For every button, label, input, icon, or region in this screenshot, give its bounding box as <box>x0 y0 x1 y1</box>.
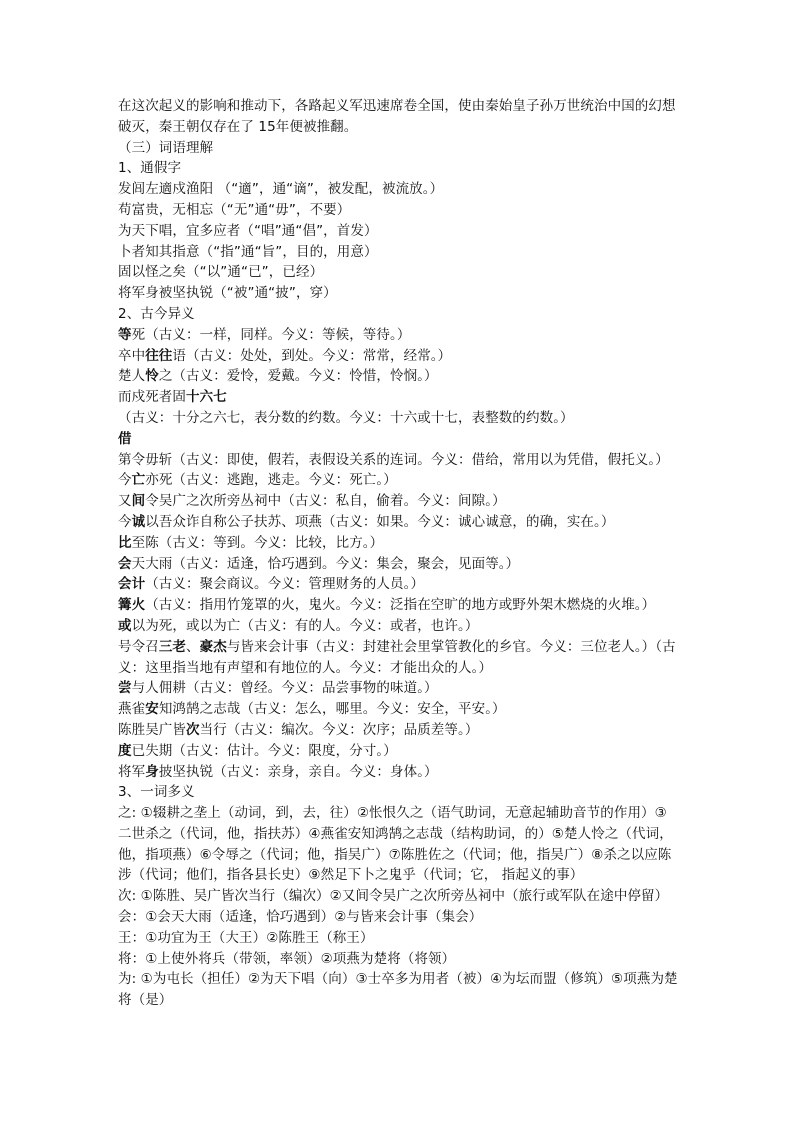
keyword: 尝 <box>118 680 132 697</box>
item-pre: 燕雀 <box>118 701 146 718</box>
list-item <box>118 720 680 741</box>
item-post: 与人佣耕（古义：曾经。今义：品尝事物的味道。） <box>131 680 438 697</box>
keyword: 亡 <box>131 472 146 489</box>
list-item: 卜者知其指意（“指”通“旨”，目的，用意） <box>118 243 378 260</box>
item-pre: 陈胜吴广皆 <box>118 721 186 738</box>
item-pre: 今 <box>118 472 132 489</box>
keyword: 间 <box>131 493 146 510</box>
item-post: （古义：指用竹笼罩的火，鬼火。今义：泛指在空旷的地方或野外架木燃烧的火堆。） <box>145 597 656 614</box>
list-item <box>118 678 680 699</box>
list-item: 次: ①陈胜、吴广皆次当行（编次）②又间令吴广之次所旁丛祠中（旅行或军队在途中停留） <box>118 888 669 905</box>
item-post: 死（古义：一样，同样。今义：等候，等待。） <box>131 326 411 343</box>
item-pre: 楚人 <box>118 368 146 385</box>
list-item <box>118 429 680 471</box>
gujin-list <box>118 325 680 783</box>
item-pre: 卒中 <box>118 347 146 364</box>
keyword: 十六七 <box>186 389 227 406</box>
item-post: （古义：聚会商议。今义：管理财务的人员。） <box>145 576 425 593</box>
list-item: 将：①上使外将兵（带领，率领）②项燕为楚将（将领） <box>118 950 456 967</box>
keyword: 豪杰 <box>199 638 227 655</box>
item-post: 天大雨（古义：适逢，恰巧遇到。今义：集会，聚会，见面等。） <box>131 555 520 572</box>
duoyi-title: 3、一词多义 <box>118 784 195 801</box>
keyword: 怜 <box>145 368 159 385</box>
keyword: 诚 <box>131 513 146 530</box>
keyword: 身 <box>145 763 159 780</box>
item-pre: 而戍死者固 <box>118 389 186 406</box>
list-item <box>118 762 680 783</box>
item-post: 披坚执锐（古义：亲身，亲自。今义：身体。） <box>158 763 438 780</box>
list-item <box>118 512 680 533</box>
item-post: （古义：十分之六七，表分数的约数。今义：十六或十七，表整数的约数。） <box>118 409 574 426</box>
list-item <box>118 387 680 429</box>
item-post: 令吴广之次所旁丛祠中（古义：私自，偷着。今义：间隙。） <box>145 493 506 510</box>
list-item <box>118 470 680 491</box>
item-post: 至陈（古义：等到。今义：比较，比方。） <box>131 534 384 551</box>
list-item <box>118 533 680 554</box>
list-item: 将军身被坚执锐（“被”通“披”，穿） <box>118 285 337 302</box>
item-post: 语（古义：处处，到处。今义：常常，经常。） <box>172 347 452 364</box>
list-item: 王：①功宜为王（大王）②陈胜王（称王） <box>118 929 374 946</box>
list-item: 为: ①为屯长（担任）②为天下唱（向）③士卒多为用者（被）④为坛而盟（修筑）⑤项燕为楚将（是） <box>118 971 678 1009</box>
item-post: 当行（古义：编次。今义：次序；品质差等。） <box>199 721 479 738</box>
list-item: 为天下唱，宜多应者（“唱”通“倡”，首发） <box>118 222 378 239</box>
item-post: 以吾众诈自称公子扶苏、项燕（古义：如果。今义：诚心诚意，的确，实在。） <box>145 513 615 530</box>
list-item <box>118 741 680 762</box>
list-item <box>118 574 680 595</box>
keyword: 会 <box>118 555 132 572</box>
keyword: 比 <box>118 534 132 551</box>
item-post: 第令毋斩（古义：即使，假若，表假设关系的连词。今义：借给，常用以为凭借，假托义。） <box>118 451 669 468</box>
item-pre: 今 <box>118 513 132 530</box>
keyword: 借 <box>118 430 132 447</box>
list-item <box>118 637 680 679</box>
item-post: 之（古义：爱怜，爱戴。今义：怜惜，怜悯。） <box>158 368 438 385</box>
keyword: 或 <box>118 617 132 634</box>
list-item <box>118 595 680 616</box>
item-pre: 号令召 <box>118 638 159 655</box>
item-post: 以为死，或以为亡（古义：有的人。今义：或者，也许。） <box>131 617 479 634</box>
item-mid: 、 <box>186 638 200 655</box>
tongjia-list <box>118 179 680 304</box>
item-post: 与皆来会计事（古义：封建社会里掌管教化的乡官。今义：三位老人。）（古义：这里指当地有声望和有地位的人。今义：才能出众的人。） <box>118 638 676 676</box>
keyword: 度 <box>118 742 132 759</box>
list-item: 会：①会天大雨（适逢，恰巧遇到）②与皆来会计事（集会） <box>118 909 483 926</box>
keyword: 次 <box>186 721 200 738</box>
gujin-title: 2、古今异义 <box>118 305 195 322</box>
keyword: 等 <box>118 326 132 343</box>
list-item: 之: ①辍耕之垄上（动词，到，去，往）②怅恨久之（语气助词，无意起辅助音节的作用）③二世杀之（代词，他，指扶苏）④燕雀安知鸿鹄之志哉（结构助词，的）⑤楚人怜之（代词，他，指项燕）⑥令辱之（代词；他，指吴广）⑦陈胜佐之（代词；他，指吴广）⑧杀之以应陈涉（代词；他们，指各县长史）⑨然足下卜之鬼乎（代词；它， 指起义的事） <box>118 805 673 884</box>
list-item: 发闾左適戍渔阳 （“適”，通“谪”，被发配，被流放。） <box>118 181 444 198</box>
list-item <box>118 699 680 720</box>
keyword: 篝火 <box>118 597 146 614</box>
keyword: 往往 <box>145 347 173 364</box>
list-item <box>118 346 680 367</box>
list-item <box>118 325 680 346</box>
list-item: 苟富贵，无相忘（“无”通“毋”，不要） <box>118 201 351 218</box>
item-pre: 又 <box>118 493 132 510</box>
item-post: 知鸿鹄之志哉（古义：怎么，哪里。今义：安全，平安。） <box>158 701 506 718</box>
item-post: 亦死（古义：逃跑，逃走。今义：死亡。） <box>145 472 397 489</box>
keyword: 会计 <box>118 576 146 593</box>
item-pre: 将军 <box>118 763 146 780</box>
section-title: （三）词语理解 <box>118 139 214 156</box>
list-item: 固以怪之矣（“以”通“已”，已经） <box>118 264 324 281</box>
keyword: 安 <box>145 701 159 718</box>
keyword: 三老 <box>158 638 187 655</box>
list-item <box>118 366 680 387</box>
list-item <box>118 491 680 512</box>
item-post: 已失期（古义：估计。今义：限度，分寸。） <box>131 742 397 759</box>
list-item <box>118 554 680 575</box>
list-item <box>118 616 680 637</box>
duoyi-list <box>118 803 680 1011</box>
intro-paragraph: 在这次起义的影响和推动下，各路起义军迅速席卷全国，使由秦始皇子孙万世统治中国的幻想破灭，秦王朝仅存在了 15年便被推翻。 <box>118 98 676 135</box>
tongjia-title: 1、通假字 <box>118 160 182 177</box>
document-page <box>118 96 680 1011</box>
